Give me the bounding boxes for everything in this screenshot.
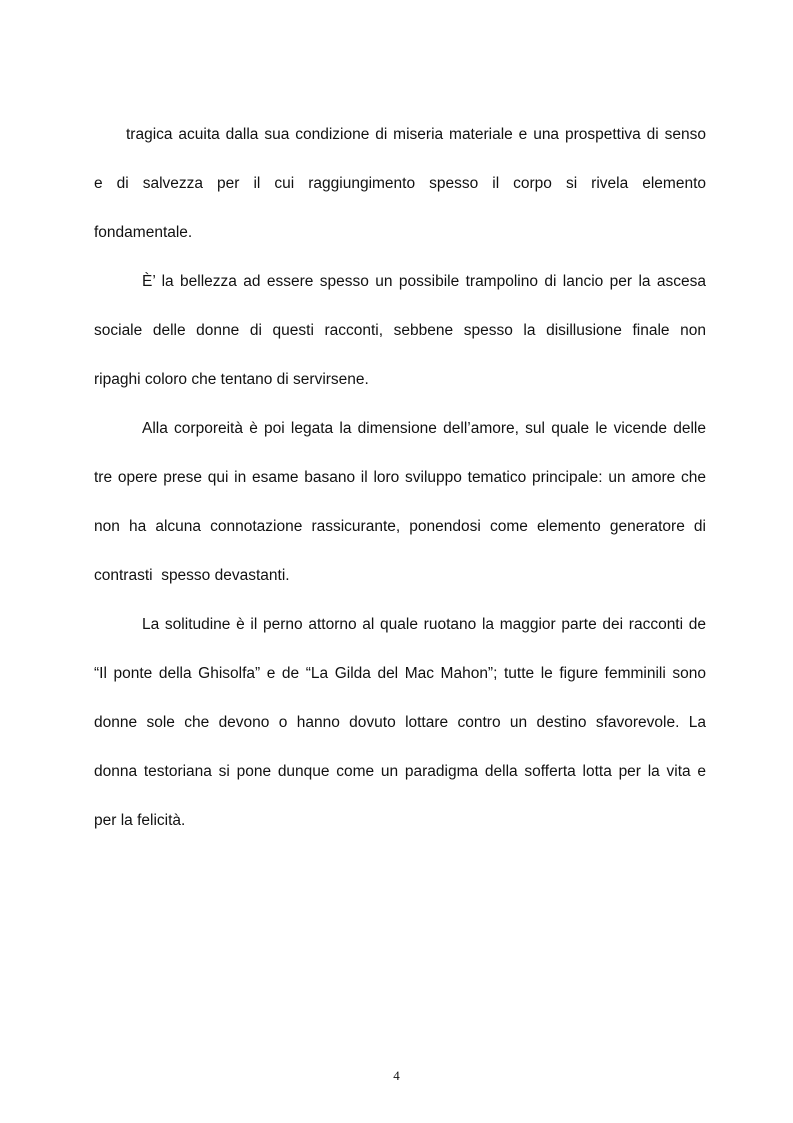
text-line: e di salvezza per il cui raggiungimento spesso il corpo si rivela elemento — [94, 175, 706, 192]
text-line: È’ la bellezza ad essere spesso un possibile trampolino di lancio per la ascesa — [142, 273, 706, 290]
text-line: Alla corporeità è poi legata la dimensione dell’amore, sul quale le vicende delle — [142, 420, 706, 437]
text-line: tragica acuita dalla sua condizione di miseria materiale e una prospettiva di senso — [126, 126, 706, 143]
text-line: donna testoriana si pone dunque come un paradigma della sofferta lotta per la vita e — [94, 763, 706, 780]
text-line: ripaghi coloro che tentano di servirsene. — [94, 371, 369, 388]
text-line: La solitudine è il perno attorno al quale ruotano la maggior parte dei racconti de — [142, 616, 706, 633]
text-line: per la felicità. — [94, 812, 186, 829]
text-line: contrasti spesso devastanti. — [94, 567, 290, 584]
text-line: donne sole che devono o hanno dovuto lottare contro un destino sfavorevole. La — [94, 714, 706, 731]
text-line: fondamentale. — [94, 224, 193, 241]
text-line: non ha alcuna connotazione rassicurante, ponendosi come elemento generatore di — [94, 518, 706, 535]
page-number: 4 — [393, 1068, 400, 1083]
text-line: sociale delle donne di questi racconti, sebbene spesso la disillusione finale non — [94, 322, 706, 339]
text-line: “Il ponte della Ghisolfa” e de “La Gilda del Mac Mahon”; tutte le figure femminili sono — [94, 665, 706, 682]
text-line: tre opere prese qui in esame basano il loro sviluppo tematico principale: un amore che — [94, 469, 706, 486]
